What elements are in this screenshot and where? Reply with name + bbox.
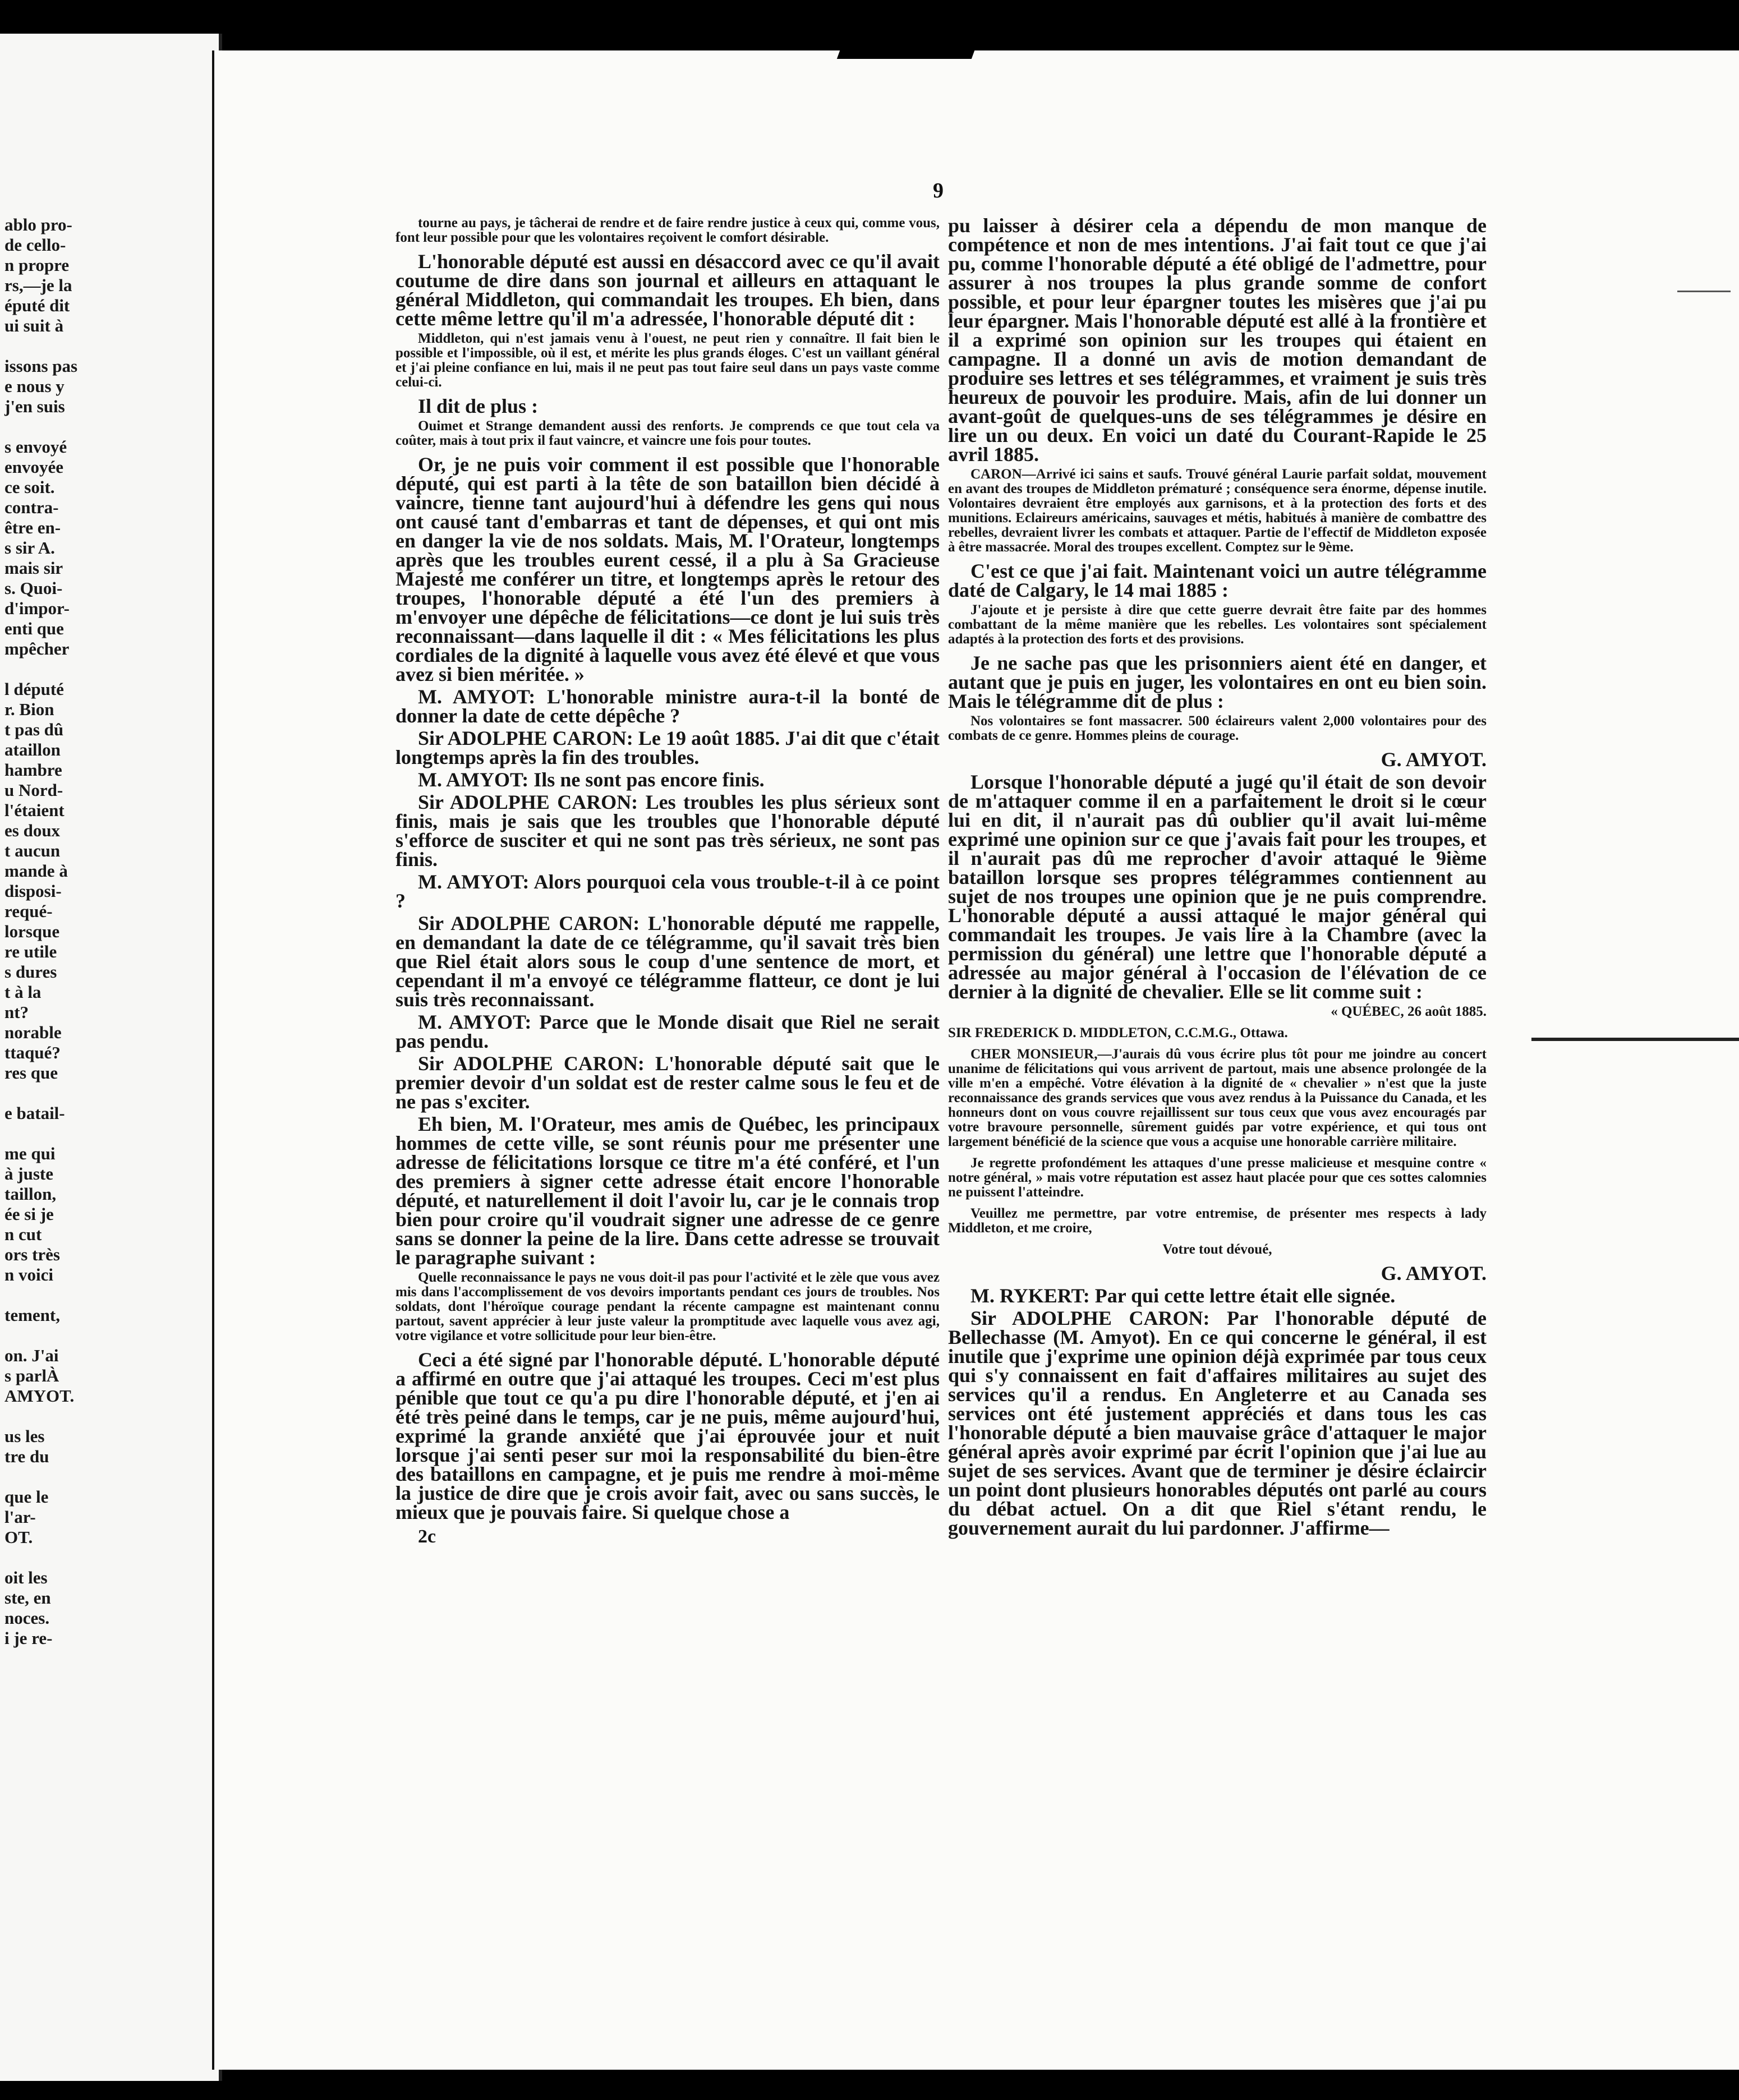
paragraph: Sir ADOLPHE CARON: L'honorable député sait que le premier devoir d'un soldat est de rester calme sous le feu et de ne pas s'exciter. xyxy=(395,1052,940,1113)
left-fragment-line: s dures xyxy=(4,962,57,982)
left-fragment-line: nt? xyxy=(4,1002,29,1022)
paragraph: CARON—Arrivé ici sains et saufs. Trouvé général Laurie parfait soldat, mouvement en avant des troupes de Middleton prématuré ; conséquence sera énorme, dépense inutile. Volontaires devraient être employés aux garnisons, et à la protection des forts et des munitions. Eclaireurs américains, sauvages et métis, habitués à manière de combattre des rebelles, devraient livrer les combats et attaquer. Partie de l'effectif de Middleton exposée à être massacrée. Moral des troupes excellent. Comptez sur le 9ème. xyxy=(948,467,1487,555)
left-fragment-line: requé- xyxy=(4,901,53,921)
left-fragment-line: t pas dû xyxy=(4,720,64,739)
left-fragment-line: ui suit à xyxy=(4,316,64,335)
paragraph: Ouimet et Strange demandent aussi des renforts. Je comprends ce que tout cela va coûter, mais à tout prix il faut vaincre, et vaincre une fois pour toutes. xyxy=(395,418,940,448)
left-fragment-line: d'impor- xyxy=(4,598,70,618)
paragraph: M. RYKERT: Par qui cette lettre était elle signée. xyxy=(970,1284,1396,1307)
column-2 xyxy=(948,216,1487,1541)
left-fragment-line: OT. xyxy=(4,1527,33,1547)
left-fragment-line: ataillon xyxy=(4,740,61,759)
left-fragment-line: s envoyé xyxy=(4,437,67,457)
paragraph: Je regrette profondément les attaques d'une presse malicieuse et mesquine contre « notre général, » mais votre réputation est assez haut placée pour que ces sottes calomnies ne puissent l'atteindre. xyxy=(948,1155,1487,1200)
left-fragment-line: s. Quoi- xyxy=(4,578,63,598)
left-fragment-line: ors très xyxy=(4,1245,60,1264)
left-fragment-line: mais sir xyxy=(4,558,63,578)
paragraph: Eh bien, M. l'Orateur, mes amis de Québec, les principaux hommes de cette ville, se sont réunis pour me présenter une adresse de félicitations lorsque ce titre m'a été conféré, et l'un des premiers à signer cette adresse était encore l'honorable député, et naturellement il doit l'avoir lu, car je le connais trop bien pour croire qu'il voudrait signer une adresse de ce genre sans se donner la peine de la lire. Dans cette adresse se trouvait le paragraphe suivant : xyxy=(395,1113,940,1269)
paragraph: M. AMYOT: Parce que le Monde disait que Riel ne serait pas pendu. xyxy=(395,1011,940,1052)
left-fragment-line: us les xyxy=(4,1426,45,1446)
paragraph: Je ne sache pas que les prisonniers aient été en danger, et autant que je puis en juger, les volontaires en ont eu bien soin. Mais le télégramme dit de plus : xyxy=(948,652,1487,712)
paragraph: G. AMYOT. xyxy=(1381,748,1487,771)
paragraph: pu laisser à désirer cela a dépendu de mon manque de compétence et non de mes intentions. J'ai fait tout ce que j'ai pu, comme l'honorable député a été obligé de l'admettre, pour assurer à nos troupes la plus grande somme de confort possible, et pour leur épargner toutes les misères que j'ai pu leur épargner. Mais l'honorable député est allé à la frontière et il a exprimé son opinion sur les troupes qui étaient en campagne. Il a donné un avis de motion demandant de produire ses lettres et ses télégrammes, et vraiment je suis très heureux de pouvoir les produire. Mais, afin de lui donner un avant-goût de quelques-uns de ses télégrammes je désire en lire un ou deux. En voici un daté du Courant-Rapide le 25 avril 1885. xyxy=(948,214,1487,466)
left-fragment-line: lorsque xyxy=(4,922,60,941)
left-fragment-line: r. Bion xyxy=(4,699,54,719)
left-fragment-line: tement, xyxy=(4,1305,60,1325)
paragraph: Sir ADOLPHE CARON: Par l'honorable député de Bellechasse (M. Amyot). En ce qui concerne le général, il est inutile que j'exprime une opinion déjà exprimée par tous ceux qui s'y connaissent en fait d'affaires militaires au sujet des services qu'il a rendus. En Angleterre et au Canada ses services ont été justement appréciés et dans tous les cas l'honorable député a bien mauvaise grâce d'attaquer le major général après avoir exprimé par écrit l'opinion que j'ai lue au sujet de ses services. Avant que de terminer je désire éclaircir un point dont plusieurs honorables députés ont parlé au cours du débat actuel. On a dit que Riel s'étant rendu, le gouvernement aurait du lui pardonner. J'affirme— xyxy=(948,1307,1487,1539)
fold-line xyxy=(1531,1038,1739,1041)
paragraph: SIR FREDERICK D. MIDDLETON, C.C.M.G., Ottawa. xyxy=(948,1025,1288,1040)
left-fragment-line: AMYOT. xyxy=(4,1386,75,1406)
left-fragment-line: hambre xyxy=(4,760,62,780)
paragraph: M. AMYOT: Alors pourquoi cela vous trouble-t-il à ce point ? xyxy=(395,871,940,912)
left-fragment-line: enti que xyxy=(4,619,64,638)
signature-mark: 2c xyxy=(418,1526,436,1547)
left-page-fragment xyxy=(0,34,222,2081)
paragraph: M. AMYOT: Ils ne sont pas encore finis. xyxy=(418,768,765,791)
left-fragment-line: u Nord- xyxy=(4,780,63,800)
paragraph: CHER MONSIEUR,—J'aurais dû vous écrire plus tôt pour me joindre au concert unanime de félicitations qui vous arrivent de partout, mais une absence prolongée de la ville m'en a empêché. Votre élévation à la dignité de « chevalier » n'est que la juste reconnaissance des grands services que vous avez rendus à la Puissance du Canada, et les honneurs dont on vous couvre rejaillissent sur tous ceux que vous avez encouragés par votre bravoure personnelle, sûrement guidés par votre expérience, et qui tous ont largement bénéficié de la science que vous a acquise une honorable carrière militaire. xyxy=(948,1047,1487,1149)
left-fragment-line: n cut xyxy=(4,1224,42,1244)
left-fragment-line: e batail- xyxy=(4,1103,65,1123)
left-fragment-line: re utile xyxy=(4,942,57,961)
paragraph: L'honorable député est aussi en désaccord avec ce qu'il avait coutume de dire dans son journal et ailleurs en attaquant le général Middleton, qui commandait les troupes. Eh bien, dans cette même lettre qu'il m'a adressée, l'honorable député dit : xyxy=(395,250,940,330)
left-fragment-line: de cello- xyxy=(4,235,66,255)
paragraph: Sir ADOLPHE CARON: Les troubles les plus sérieux sont finis, mais je sais que les troubles que l'honorable député s'efforce de susciter et qui ne sont pas très sérieux, ne sont pas finis. xyxy=(395,791,940,871)
paragraph: Ceci a été signé par l'honorable député. L'honorable député a affirmé en outre que j'ai attaqué les troupes. Ceci m'est plus pénible que tout ce qu'a pu dire l'honorable député, et j'en ai été très peiné dans le temps, car je ne puis, même aujourd'hui, exprimé la grande anxiété que j'ai éprouvée jour et nuit lorsque j'ai senti peser sur moi la responsabilité du bien-être des bataillons en campagne, et je puis me rendre à moi-même la justice de dire que je crois avoir fait, avec ou sans succès, le mieux que je pouvais faire. Si quelque chose a xyxy=(395,1348,940,1523)
paragraph: tourne au pays, je tâcherai de rendre et de faire rendre justice à ceux qui, comme vous, font leur possible pour que les volontaires reçoivent le comfort désirable. xyxy=(395,215,940,245)
paragraph: Nos volontaires se font massacrer. 500 éclaireurs valent 2,000 volontaires pour des combats de ce genre. Hommes pleins de courage. xyxy=(948,713,1487,743)
left-fragment-line: n propre xyxy=(4,255,70,275)
left-fragment-line: ablo pro- xyxy=(4,215,72,234)
paragraph: Quelle reconnaissance le pays ne vous doit-il pas pour l'activité et le zèle que vous avez mis dans l'accomplissement de vos devoirs importants pendant ces jours de troubles. Nos soldats, dont l'héroïque courage pendant la récente campagne est maintenant connu partout, savent apprécier à leur juste valeur la promptitude avec laquelle vous avez agi, votre vigilance et votre sollicitude pour leur bien-être. xyxy=(395,1270,940,1343)
left-fragment-line: l député xyxy=(4,679,64,699)
paragraph: Sir ADOLPHE CARON: L'honorable député me rappelle, en demandant la date de ce télégramme, qu'il savait très bien que Riel était alors sous le coup d'une sentence de mort, et cependant il m'a envoyé ce télégramme flatteur, ce dont je lui suis très reconnaissant. xyxy=(395,912,940,1011)
left-fragment-line: e nous y xyxy=(4,376,65,396)
left-fragment-line: noces. xyxy=(4,1608,50,1628)
left-fragment-line: s sir A. xyxy=(4,538,55,558)
paragraph: M. AMYOT: L'honorable ministre aura-t-il la bonté de donner la date de cette dépêche ? xyxy=(395,685,940,727)
left-fragment-line: on. J'ai xyxy=(4,1346,59,1365)
left-fragment-line: mande à xyxy=(4,861,68,881)
left-fragment-line: t aucun xyxy=(4,841,61,860)
left-fragment-line: issons pas xyxy=(4,356,78,376)
left-fragment-line: norable xyxy=(4,1023,62,1042)
paragraph: G. AMYOT. xyxy=(1381,1262,1487,1284)
left-fragment-line: tre du xyxy=(4,1447,49,1466)
left-fragment-line: l'ar- xyxy=(4,1507,36,1527)
paragraph: Middleton, qui n'est jamais venu à l'ouest, ne peut rien y connaître. Il fait bien le possible et l'impossible, où il est, et mérite les plus grands éloges. C'est un vaillant général et j'ai pleine confiance en lui, mais il ne peut pas tout faire seul dans un pays vaste comme celui-ci. xyxy=(395,331,940,390)
left-fragment-line: n voici xyxy=(4,1265,53,1284)
left-fragment-line: mpêcher xyxy=(4,639,70,658)
left-fragment-line: contra- xyxy=(4,498,59,517)
left-fragment-line: disposi- xyxy=(4,881,62,901)
paragraph: Sir ADOLPHE CARON: Le 19 août 1885. J'ai dit que c'était longtemps après la fin des troubles. xyxy=(395,727,940,768)
left-fragment-line: envoyée xyxy=(4,457,64,477)
left-fragment-line: t à la xyxy=(4,982,42,1002)
left-fragment-line: j'en suis xyxy=(4,397,65,416)
left-fragment-line: me qui xyxy=(4,1144,56,1163)
left-fragment-line: res que xyxy=(4,1063,58,1083)
page-number: 9 xyxy=(933,179,944,202)
left-fragment-line: ste, en xyxy=(4,1588,51,1608)
paragraph: Veuillez me permettre, par votre entremise, de présenter mes respects à lady Middleton, et me croire, xyxy=(948,1206,1487,1236)
paragraph: Lorsque l'honorable député a jugé qu'il était de son devoir de m'attaquer comme il en a parfaitement le droit si le cœur lui en dit, il n'aurait pas dû oublier qu'il avait lui-même exprimé une opinion sur ce que j'avais fait pour les troupes, et il n'aurait pas dû me reprocher d'avoir attaqué le 9ième bataillon lorsque ses propres télégrammes contiennent au sujet de nos troupes une opinion que je ne puis comprendre. L'honorable député a aussi attaqué le major général qui commandait les troupes. Je vais lire à la Chambre (avec la permission du général) une lettre que l'honorable député a adressée au major général à l'occasion de l'élévation de ce dernier à la dignité de chevalier. Elle se lit comme suit : xyxy=(948,771,1487,1003)
left-fragment-line: l'étaient xyxy=(4,800,65,820)
paragraph: Votre tout dévoué, xyxy=(1162,1242,1272,1257)
margin-mark xyxy=(1677,291,1731,292)
paragraph: Il dit de plus : xyxy=(418,395,539,417)
left-fragment-line: oit les xyxy=(4,1568,48,1587)
left-fragment-line: taillon, xyxy=(4,1184,57,1204)
left-fragment-line: que le xyxy=(4,1487,49,1507)
column-1 xyxy=(395,216,940,1546)
left-fragment-line: s parlÀ xyxy=(4,1366,59,1385)
left-fragment-line: es doux xyxy=(4,821,61,840)
page-tear xyxy=(837,34,981,59)
left-fragment-line: rs,—je la xyxy=(4,275,72,295)
left-fragment-line: ée si je xyxy=(4,1204,54,1224)
left-fragment-line: i je re- xyxy=(4,1628,53,1648)
left-fragment-line: ttaqué? xyxy=(4,1043,61,1062)
left-fragment-line: éputé dit xyxy=(4,296,70,315)
paragraph: J'ajoute et je persiste à dire que cette guerre devrait être faite par des hommes combattant de la même manière que les rebelles. Les volontaires sont spécialement adaptés à la protection des forts et des provisions. xyxy=(948,602,1487,647)
left-fragment-line: ce soit. xyxy=(4,477,55,497)
paragraph: « QUÉBEC, 26 août 1885. xyxy=(1331,1004,1487,1019)
paragraph: Or, je ne puis voir comment il est possible que l'honorable député, qui est parti à la tête de son bataillon bien décidé à vaincre, tienne tant aujourd'hui à défendre les gens qui nous ont causé tant d'embarras et tant de dépenses, et qui ont mis en danger la vie de nos soldats. Mais, M. l'Orateur, longtemps après que les troubles eurent cessé, il a plu à Sa Gracieuse Majesté me conférer un titre, et longtemps après le retour des troupes, l'honorable député a été l'un des premiers à m'envoyer une dépêche de félicitations—ce dont je lui suis très reconnaissant—dans laquelle il dit : « Mes félicitations les plus cordiales de la dignité à laquelle vous avez été élevé et que vous avez si bien méritée. » xyxy=(395,453,940,685)
left-fragment-line: à juste xyxy=(4,1164,53,1183)
paragraph: C'est ce que j'ai fait. Maintenant voici un autre télégramme daté de Calgary, le 14 mai 1885 : xyxy=(948,560,1487,601)
left-fragment-line: être en- xyxy=(4,518,61,537)
